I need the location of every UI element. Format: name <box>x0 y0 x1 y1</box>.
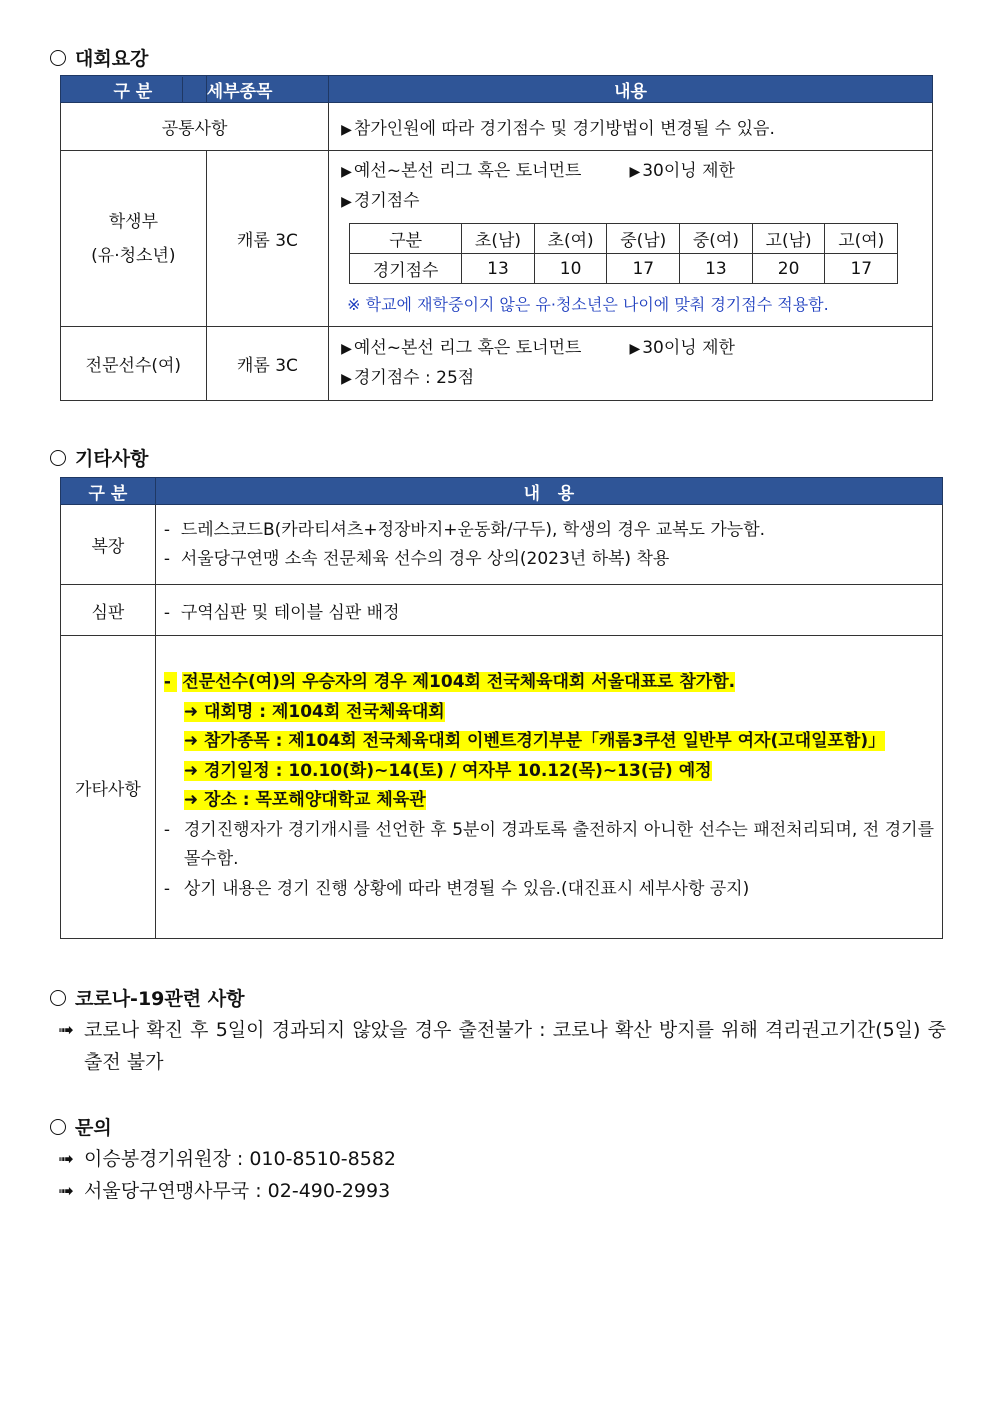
header-category: 구 분 <box>61 478 156 505</box>
score-header-cell: 중(남) <box>607 224 680 254</box>
header-category: 구 분 <box>61 76 207 103</box>
header-content: 내용 <box>329 76 933 103</box>
score-cell: 13 <box>462 254 535 284</box>
pro-label: 전문선수(여) <box>61 327 207 401</box>
common-text: ▶ 참가인원에 따라 경기점수 및 경기방법이 변경될 수 있음. <box>329 103 933 151</box>
triangle-bullet-icon: ▶ <box>341 194 352 210</box>
arrow-icon: ➟ <box>58 1019 74 1041</box>
score-table <box>349 223 898 284</box>
score-header-cell: 고(남) <box>752 224 825 254</box>
score-header-cell: 중(여) <box>680 224 753 254</box>
section-title-text: 코로나-19관련 사항 <box>75 988 245 1010</box>
arrow-icon: ➟ <box>58 1180 74 1202</box>
circle-bullet-icon <box>50 1119 66 1135</box>
score-header-cell: 초(남) <box>462 224 535 254</box>
contact-line-1: ➟ 이승봉경기위원장 : 010-8510-8582 <box>58 1148 396 1170</box>
dress-content: - 드레스코드B(카라티셔츠+정장바지+운동화/구두), 학생의 경우 교복도 가능함. - 서울당구연맹 소속 전문체육 선수의 경우 상의(2023년 하복) 착용 <box>155 505 942 585</box>
score-header-cell: 구분 <box>350 224 462 254</box>
triangle-bullet-icon: ▶ <box>341 370 352 387</box>
section-title-contact <box>50 1113 112 1140</box>
score-cell: 17 <box>607 254 680 284</box>
judge-label: 심판 <box>61 585 156 636</box>
score-header-cell: 고(여) <box>825 224 898 254</box>
pro-content: ▶ 예선~본선 리그 혹은 토너먼트 ▶ 30이닝 제한 ▶ 경기점수 : 25점 <box>329 327 933 401</box>
triangle-bullet-icon: ▶ <box>629 340 641 357</box>
misc-table <box>60 477 943 939</box>
score-cell: 20 <box>752 254 825 284</box>
pro-event: 캐롬 3C <box>206 327 328 401</box>
section-title-text: 기타사항 <box>75 448 149 470</box>
judge-content: - 구역심판 및 테이블 심판 배정 <box>155 585 942 636</box>
section-title-misc <box>50 444 148 471</box>
table-row <box>61 505 943 585</box>
header-content: 내 용 <box>155 478 942 505</box>
student-event: 캐롬 3C <box>206 151 328 327</box>
triangle-bullet-icon: ▶ <box>341 122 352 138</box>
table-row <box>61 585 943 636</box>
student-content: ▶ 예선~본선 리그 혹은 토너먼트 ▶ 30이닝 제한 ▶ 경기점수 구분 초(남) 초(여) 중(남) 중(여) 고(남) 고(여) 경기점수 13 10 17 13 20 17 ※ 학교에 재학중이지 않은 유·청소년은 나이에 맞춰 경기점수 적용함. <box>329 151 933 327</box>
etc-label: 가타사항 <box>61 636 156 939</box>
table-header-row <box>61 76 933 103</box>
contact-line-2: ➟ 서울당구연맹사무국 : 02-490-2993 <box>58 1180 391 1202</box>
score-cell: 17 <box>825 254 898 284</box>
table-row <box>61 327 933 401</box>
score-cell: 13 <box>680 254 753 284</box>
triangle-bullet-icon: ▶ <box>341 340 352 357</box>
table-row <box>61 103 933 151</box>
section-title-overview <box>50 44 148 71</box>
section-title-text: 문의 <box>75 1117 112 1139</box>
corona-text: ➟ 코로나 확진 후 5일이 경과되지 않았을 경우 출전불가 : 코로나 확산 방지를 위해 격리권고기간(5일) 중 출전 불가 <box>58 1014 946 1078</box>
triangle-bullet-icon: ▶ <box>629 164 641 180</box>
overview-table <box>60 75 933 401</box>
table-header-row <box>61 478 943 505</box>
common-label: 공통사항 <box>61 103 329 151</box>
score-cell: 경기점수 <box>350 254 462 284</box>
student-note: ※ 학교에 재학중이지 않은 유·청소년은 나이에 맞춰 경기점수 적용함. <box>347 295 829 314</box>
dress-label: 복장 <box>61 505 156 585</box>
score-cell: 10 <box>534 254 607 284</box>
circle-bullet-icon <box>50 990 66 1006</box>
arrow-icon: ➟ <box>58 1148 74 1170</box>
triangle-bullet-icon: ▶ <box>341 164 352 180</box>
etc-content: - 전문선수(여)의 우승자의 경우 제104회 전국체육대회 서울대표로 참가함. ➜ 대회명 : 제104회 전국체육대회 ➜ 참가종목 : 제104회 전국체육대회 이벤트경기부분「캐롬3쿠션 일반부 여자(고대일포함)」 ➜ 경기일정 : 10.10(화)~14(토) / 여자부 10.12(목)~13(금) 예정 ➜ 장소 : 목포해양대학교 체육관 - 경기진행자가 경기개시를 선언한 후 5분이 경과토록 출전하지 아니한 선수는 패전처리되며, 전 경기를 몰수함. - 상기 내용은 경기 진행 상황에 따라 변경될 수 있음.(대진표시 세부사항 공지) <box>155 636 942 939</box>
table-row <box>61 636 943 939</box>
table-row <box>61 151 933 327</box>
score-header-cell: 초(여) <box>534 224 607 254</box>
circle-bullet-icon <box>50 450 66 466</box>
section-title-text: 대회요강 <box>75 48 149 70</box>
header-event: 세부종목 <box>206 76 328 103</box>
student-label: 학생부 (유·청소년) <box>61 151 207 327</box>
circle-bullet-icon <box>50 50 66 66</box>
section-title-corona <box>50 984 244 1011</box>
